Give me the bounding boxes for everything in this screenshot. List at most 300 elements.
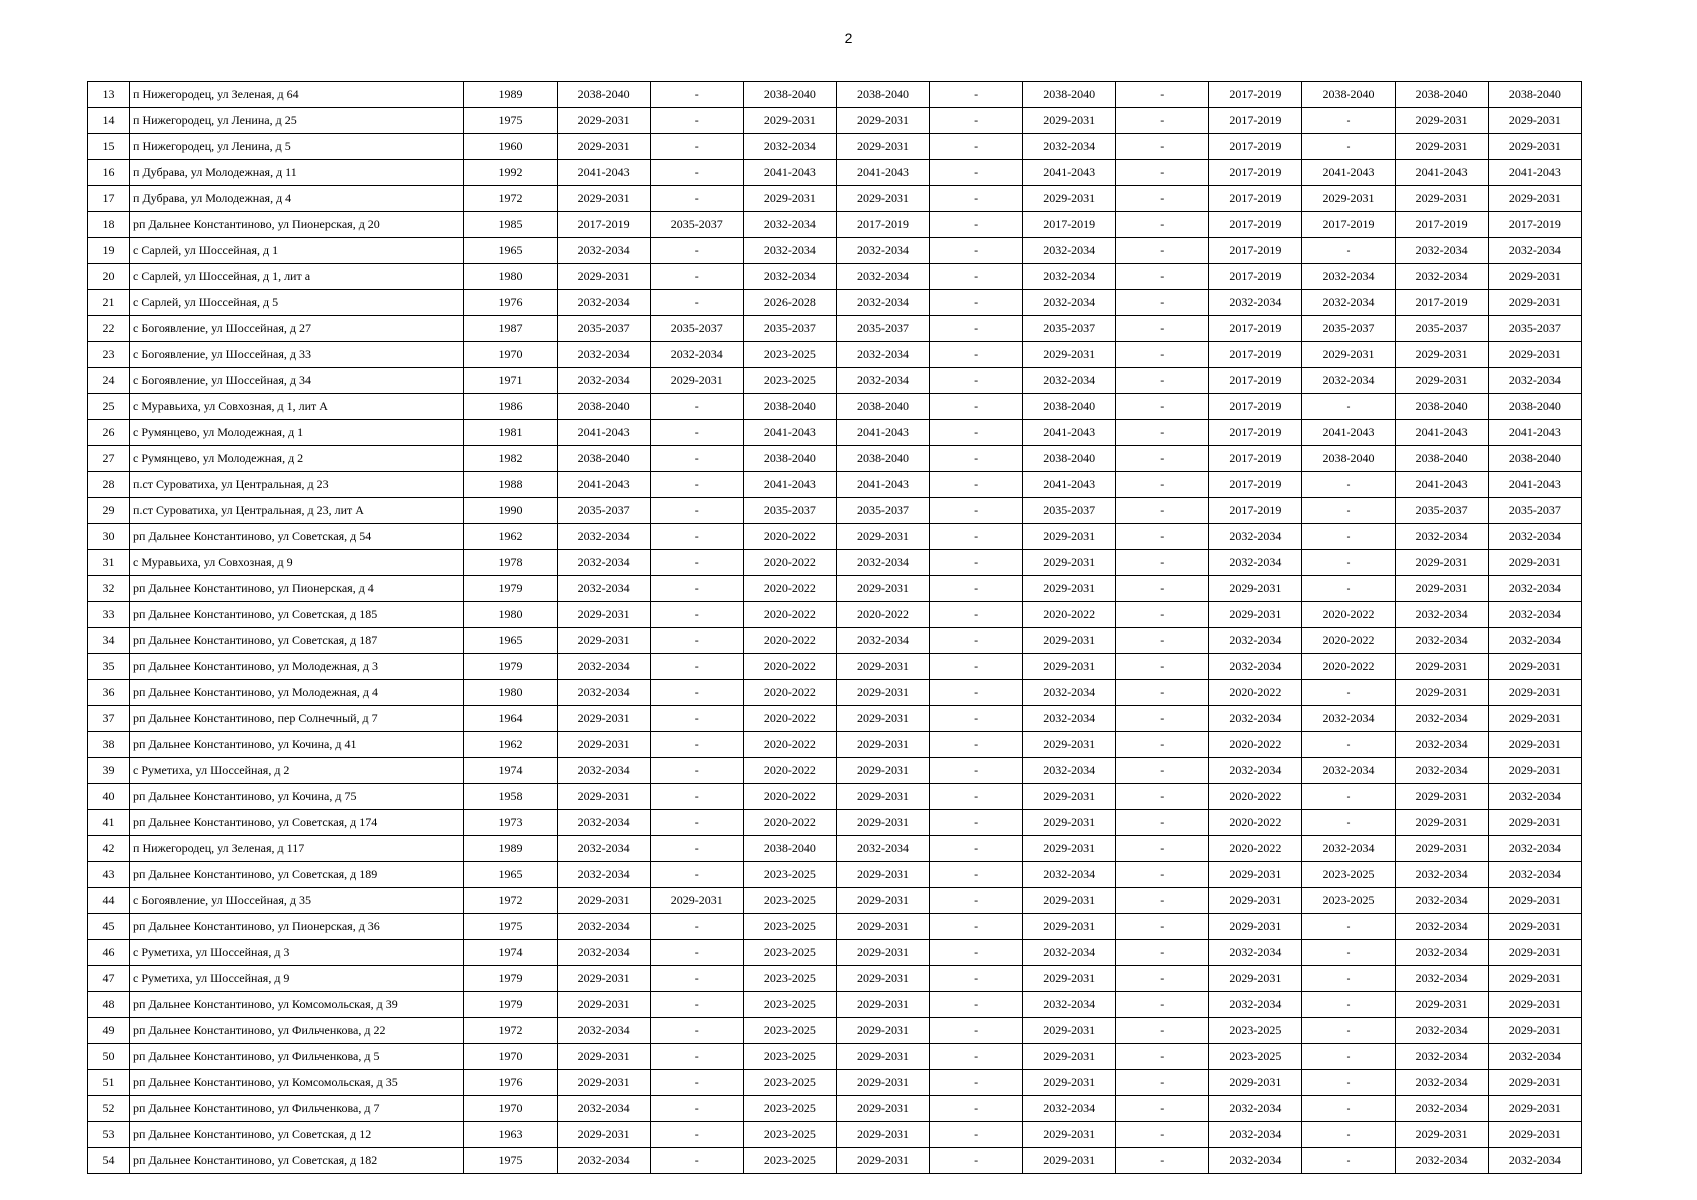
cell-col-8: - bbox=[930, 1044, 1023, 1070]
cell-col-9: 2032-2034 bbox=[1023, 862, 1116, 888]
table-row bbox=[88, 1148, 1582, 1174]
cell-col-7: 2035-2037 bbox=[836, 316, 929, 342]
cell-year-built: 1979 bbox=[464, 576, 557, 602]
cell-col-13: 2029-2031 bbox=[1395, 836, 1488, 862]
cell-year-built: 1972 bbox=[464, 888, 557, 914]
cell-col-14: 2029-2031 bbox=[1488, 758, 1581, 784]
cell-col-14: 2032-2034 bbox=[1488, 1044, 1581, 1070]
cell-col-11: 2029-2031 bbox=[1209, 576, 1302, 602]
cell-col-5: - bbox=[650, 966, 743, 992]
cell-col-14: 2032-2034 bbox=[1488, 524, 1581, 550]
table-row bbox=[88, 758, 1582, 784]
cell-col-6: 2038-2040 bbox=[743, 446, 836, 472]
cell-col-9: 2029-2031 bbox=[1023, 342, 1116, 368]
cell-col-10: - bbox=[1116, 550, 1209, 576]
cell-col-11: 2032-2034 bbox=[1209, 290, 1302, 316]
cell-col-4: 2032-2034 bbox=[557, 810, 650, 836]
cell-year-built: 1976 bbox=[464, 1070, 557, 1096]
cell-col-6: 2020-2022 bbox=[743, 524, 836, 550]
cell-col-10: - bbox=[1116, 290, 1209, 316]
cell-col-8: - bbox=[930, 446, 1023, 472]
cell-col-5: - bbox=[650, 1122, 743, 1148]
cell-col-9: 2032-2034 bbox=[1023, 368, 1116, 394]
table-row bbox=[88, 368, 1582, 394]
cell-col-9: 2032-2034 bbox=[1023, 706, 1116, 732]
cell-col-5: - bbox=[650, 654, 743, 680]
cell-year-built: 1992 bbox=[464, 160, 557, 186]
cell-col-14: 2038-2040 bbox=[1488, 446, 1581, 472]
cell-col-7: 2029-2031 bbox=[836, 108, 929, 134]
cell-col-9: 2032-2034 bbox=[1023, 238, 1116, 264]
cell-address: рп Дальнее Константиново, ул Пионерская, д 4 bbox=[130, 576, 464, 602]
cell-col-12: - bbox=[1302, 992, 1395, 1018]
cell-col-13: 2032-2034 bbox=[1395, 1070, 1488, 1096]
cell-col-11: 2017-2019 bbox=[1209, 342, 1302, 368]
cell-col-10: - bbox=[1116, 888, 1209, 914]
cell-col-5: 2029-2031 bbox=[650, 368, 743, 394]
cell-col-9: 2029-2031 bbox=[1023, 914, 1116, 940]
cell-row-number: 39 bbox=[88, 758, 130, 784]
cell-year-built: 1980 bbox=[464, 264, 557, 290]
cell-col-7: 2032-2034 bbox=[836, 290, 929, 316]
cell-col-7: 2035-2037 bbox=[836, 498, 929, 524]
cell-col-5: 2029-2031 bbox=[650, 888, 743, 914]
cell-col-11: 2032-2034 bbox=[1209, 1096, 1302, 1122]
cell-col-8: - bbox=[930, 680, 1023, 706]
cell-col-14: 2029-2031 bbox=[1488, 264, 1581, 290]
cell-col-8: - bbox=[930, 758, 1023, 784]
table-row bbox=[88, 836, 1582, 862]
cell-col-5: - bbox=[650, 1018, 743, 1044]
cell-row-number: 43 bbox=[88, 862, 130, 888]
cell-col-9: 2038-2040 bbox=[1023, 394, 1116, 420]
cell-col-10: - bbox=[1116, 446, 1209, 472]
cell-col-12: - bbox=[1302, 1018, 1395, 1044]
cell-col-10: - bbox=[1116, 134, 1209, 160]
cell-row-number: 44 bbox=[88, 888, 130, 914]
cell-year-built: 1970 bbox=[464, 1044, 557, 1070]
cell-col-6: 2032-2034 bbox=[743, 264, 836, 290]
cell-col-13: 2038-2040 bbox=[1395, 394, 1488, 420]
cell-row-number: 20 bbox=[88, 264, 130, 290]
cell-col-4: 2032-2034 bbox=[557, 576, 650, 602]
cell-col-7: 2038-2040 bbox=[836, 446, 929, 472]
cell-col-10: - bbox=[1116, 836, 1209, 862]
cell-col-10: - bbox=[1116, 212, 1209, 238]
cell-col-14: 2032-2034 bbox=[1488, 602, 1581, 628]
cell-col-10: - bbox=[1116, 160, 1209, 186]
cell-col-6: 2029-2031 bbox=[743, 108, 836, 134]
cell-col-8: - bbox=[930, 1018, 1023, 1044]
cell-col-9: 2041-2043 bbox=[1023, 160, 1116, 186]
cell-year-built: 1972 bbox=[464, 186, 557, 212]
cell-col-14: 2029-2031 bbox=[1488, 940, 1581, 966]
cell-col-5: - bbox=[650, 862, 743, 888]
table-row bbox=[88, 654, 1582, 680]
cell-address: с Сарлей, ул Шоссейная, д 5 bbox=[130, 290, 464, 316]
cell-col-13: 2035-2037 bbox=[1395, 316, 1488, 342]
cell-col-14: 2029-2031 bbox=[1488, 1018, 1581, 1044]
cell-col-9: 2029-2031 bbox=[1023, 810, 1116, 836]
cell-row-number: 50 bbox=[88, 1044, 130, 1070]
cell-col-4: 2029-2031 bbox=[557, 1070, 650, 1096]
cell-col-13: 2038-2040 bbox=[1395, 82, 1488, 108]
cell-col-14: 2017-2019 bbox=[1488, 212, 1581, 238]
cell-row-number: 22 bbox=[88, 316, 130, 342]
cell-col-6: 2023-2025 bbox=[743, 862, 836, 888]
cell-col-6: 2023-2025 bbox=[743, 966, 836, 992]
table-row bbox=[88, 264, 1582, 290]
table-row bbox=[88, 602, 1582, 628]
cell-col-8: - bbox=[930, 82, 1023, 108]
cell-year-built: 1989 bbox=[464, 836, 557, 862]
cell-col-13: 2032-2034 bbox=[1395, 1096, 1488, 1122]
cell-col-13: 2032-2034 bbox=[1395, 628, 1488, 654]
cell-col-14: 2029-2031 bbox=[1488, 290, 1581, 316]
cell-row-number: 28 bbox=[88, 472, 130, 498]
cell-address: п Нижегородец, ул Ленина, д 25 bbox=[130, 108, 464, 134]
cell-col-7: 2029-2031 bbox=[836, 784, 929, 810]
cell-col-7: 2038-2040 bbox=[836, 394, 929, 420]
cell-col-11: 2017-2019 bbox=[1209, 264, 1302, 290]
cell-col-7: 2029-2031 bbox=[836, 1070, 929, 1096]
cell-col-12: - bbox=[1302, 940, 1395, 966]
cell-col-12: 2032-2034 bbox=[1302, 264, 1395, 290]
cell-col-14: 2029-2031 bbox=[1488, 992, 1581, 1018]
cell-col-5: - bbox=[650, 810, 743, 836]
cell-col-10: - bbox=[1116, 238, 1209, 264]
cell-col-4: 2035-2037 bbox=[557, 498, 650, 524]
cell-col-10: - bbox=[1116, 264, 1209, 290]
cell-col-4: 2029-2031 bbox=[557, 134, 650, 160]
schedule-table bbox=[87, 81, 1582, 1174]
cell-address: с Руметиха, ул Шоссейная, д 2 bbox=[130, 758, 464, 784]
cell-col-4: 2032-2034 bbox=[557, 368, 650, 394]
cell-col-13: 2032-2034 bbox=[1395, 238, 1488, 264]
cell-col-8: - bbox=[930, 628, 1023, 654]
cell-col-8: - bbox=[930, 940, 1023, 966]
cell-row-number: 38 bbox=[88, 732, 130, 758]
cell-col-8: - bbox=[930, 186, 1023, 212]
table-row bbox=[88, 212, 1582, 238]
cell-col-6: 2023-2025 bbox=[743, 1122, 836, 1148]
cell-col-7: 2029-2031 bbox=[836, 888, 929, 914]
cell-col-10: - bbox=[1116, 654, 1209, 680]
cell-col-7: 2029-2031 bbox=[836, 680, 929, 706]
cell-col-5: - bbox=[650, 134, 743, 160]
cell-col-6: 2041-2043 bbox=[743, 420, 836, 446]
table-row bbox=[88, 134, 1582, 160]
cell-col-12: - bbox=[1302, 524, 1395, 550]
cell-col-13: 2032-2034 bbox=[1395, 940, 1488, 966]
cell-address: с Богоявление, ул Шоссейная, д 33 bbox=[130, 342, 464, 368]
cell-col-7: 2029-2031 bbox=[836, 706, 929, 732]
cell-col-12: - bbox=[1302, 680, 1395, 706]
table-row bbox=[88, 940, 1582, 966]
cell-row-number: 34 bbox=[88, 628, 130, 654]
cell-year-built: 1988 bbox=[464, 472, 557, 498]
cell-col-4: 2029-2031 bbox=[557, 602, 650, 628]
cell-address: рп Дальнее Константиново, ул Советская, д 185 bbox=[130, 602, 464, 628]
cell-year-built: 1965 bbox=[464, 238, 557, 264]
cell-col-4: 2032-2034 bbox=[557, 862, 650, 888]
cell-col-14: 2041-2043 bbox=[1488, 420, 1581, 446]
cell-col-10: - bbox=[1116, 1070, 1209, 1096]
cell-col-4: 2038-2040 bbox=[557, 82, 650, 108]
cell-year-built: 1970 bbox=[464, 1096, 557, 1122]
cell-row-number: 27 bbox=[88, 446, 130, 472]
cell-col-5: - bbox=[650, 394, 743, 420]
cell-year-built: 1989 bbox=[464, 82, 557, 108]
cell-col-5: - bbox=[650, 758, 743, 784]
cell-col-9: 2035-2037 bbox=[1023, 498, 1116, 524]
cell-col-8: - bbox=[930, 966, 1023, 992]
cell-address: рп Дальнее Константиново, ул Кочина, д 75 bbox=[130, 784, 464, 810]
table-row bbox=[88, 628, 1582, 654]
cell-col-10: - bbox=[1116, 628, 1209, 654]
cell-year-built: 1975 bbox=[464, 108, 557, 134]
cell-col-8: - bbox=[930, 654, 1023, 680]
table-row bbox=[88, 992, 1582, 1018]
cell-col-14: 2029-2031 bbox=[1488, 732, 1581, 758]
cell-col-10: - bbox=[1116, 524, 1209, 550]
cell-col-11: 2017-2019 bbox=[1209, 108, 1302, 134]
cell-row-number: 14 bbox=[88, 108, 130, 134]
cell-col-6: 2023-2025 bbox=[743, 992, 836, 1018]
cell-col-7: 2032-2034 bbox=[836, 264, 929, 290]
cell-col-14: 2035-2037 bbox=[1488, 316, 1581, 342]
cell-col-9: 2035-2037 bbox=[1023, 316, 1116, 342]
cell-col-12: - bbox=[1302, 134, 1395, 160]
table-row bbox=[88, 1018, 1582, 1044]
cell-col-12: 2020-2022 bbox=[1302, 628, 1395, 654]
cell-col-14: 2032-2034 bbox=[1488, 238, 1581, 264]
table-row bbox=[88, 966, 1582, 992]
cell-col-5: - bbox=[650, 108, 743, 134]
cell-col-11: 2017-2019 bbox=[1209, 186, 1302, 212]
cell-col-9: 2032-2034 bbox=[1023, 680, 1116, 706]
cell-col-13: 2041-2043 bbox=[1395, 160, 1488, 186]
cell-col-4: 2017-2019 bbox=[557, 212, 650, 238]
cell-col-6: 2023-2025 bbox=[743, 1044, 836, 1070]
cell-col-12: 2041-2043 bbox=[1302, 160, 1395, 186]
cell-col-12: - bbox=[1302, 238, 1395, 264]
cell-col-8: - bbox=[930, 316, 1023, 342]
cell-address: п Дубрава, ул Молодежная, д 4 bbox=[130, 186, 464, 212]
cell-col-8: - bbox=[930, 238, 1023, 264]
cell-col-5: - bbox=[650, 1070, 743, 1096]
cell-col-4: 2029-2031 bbox=[557, 264, 650, 290]
cell-col-9: 2029-2031 bbox=[1023, 888, 1116, 914]
cell-col-7: 2020-2022 bbox=[836, 602, 929, 628]
cell-col-4: 2029-2031 bbox=[557, 888, 650, 914]
cell-col-7: 2032-2034 bbox=[836, 550, 929, 576]
cell-col-10: - bbox=[1116, 940, 1209, 966]
cell-row-number: 36 bbox=[88, 680, 130, 706]
cell-row-number: 32 bbox=[88, 576, 130, 602]
cell-col-4: 2032-2034 bbox=[557, 758, 650, 784]
cell-col-6: 2038-2040 bbox=[743, 82, 836, 108]
cell-address: рп Дальнее Константиново, ул Фильченкова, д 7 bbox=[130, 1096, 464, 1122]
cell-col-10: - bbox=[1116, 810, 1209, 836]
cell-col-11: 2020-2022 bbox=[1209, 810, 1302, 836]
cell-address: с Румянцево, ул Молодежная, д 2 bbox=[130, 446, 464, 472]
cell-col-13: 2029-2031 bbox=[1395, 784, 1488, 810]
table-row bbox=[88, 238, 1582, 264]
cell-col-13: 2017-2019 bbox=[1395, 212, 1488, 238]
cell-year-built: 1972 bbox=[464, 1018, 557, 1044]
cell-col-6: 2020-2022 bbox=[743, 654, 836, 680]
cell-year-built: 1962 bbox=[464, 524, 557, 550]
cell-col-5: - bbox=[650, 524, 743, 550]
cell-col-8: - bbox=[930, 472, 1023, 498]
cell-col-12: - bbox=[1302, 550, 1395, 576]
cell-col-11: 2017-2019 bbox=[1209, 212, 1302, 238]
cell-year-built: 1987 bbox=[464, 316, 557, 342]
cell-col-14: 2029-2031 bbox=[1488, 108, 1581, 134]
cell-col-8: - bbox=[930, 914, 1023, 940]
cell-col-14: 2035-2037 bbox=[1488, 498, 1581, 524]
cell-col-11: 2017-2019 bbox=[1209, 160, 1302, 186]
cell-address: рп Дальнее Константиново, ул Фильченкова, д 5 bbox=[130, 1044, 464, 1070]
cell-col-4: 2029-2031 bbox=[557, 784, 650, 810]
table-body bbox=[88, 82, 1582, 1174]
cell-col-9: 2041-2043 bbox=[1023, 420, 1116, 446]
cell-col-9: 2032-2034 bbox=[1023, 1096, 1116, 1122]
cell-year-built: 1960 bbox=[464, 134, 557, 160]
cell-col-6: 2032-2034 bbox=[743, 134, 836, 160]
cell-col-7: 2041-2043 bbox=[836, 420, 929, 446]
cell-col-14: 2038-2040 bbox=[1488, 394, 1581, 420]
cell-col-4: 2038-2040 bbox=[557, 394, 650, 420]
cell-col-7: 2029-2031 bbox=[836, 940, 929, 966]
cell-col-9: 2029-2031 bbox=[1023, 654, 1116, 680]
table-row bbox=[88, 576, 1582, 602]
cell-col-7: 2029-2031 bbox=[836, 186, 929, 212]
cell-col-9: 2029-2031 bbox=[1023, 1070, 1116, 1096]
cell-col-8: - bbox=[930, 602, 1023, 628]
cell-year-built: 1990 bbox=[464, 498, 557, 524]
cell-address: с Руметиха, ул Шоссейная, д 3 bbox=[130, 940, 464, 966]
cell-col-10: - bbox=[1116, 602, 1209, 628]
cell-row-number: 21 bbox=[88, 290, 130, 316]
cell-col-14: 2029-2031 bbox=[1488, 1096, 1581, 1122]
cell-col-14: 2041-2043 bbox=[1488, 472, 1581, 498]
cell-col-11: 2029-2031 bbox=[1209, 602, 1302, 628]
cell-col-5: - bbox=[650, 680, 743, 706]
cell-col-4: 2032-2034 bbox=[557, 524, 650, 550]
cell-col-11: 2020-2022 bbox=[1209, 680, 1302, 706]
cell-year-built: 1980 bbox=[464, 680, 557, 706]
cell-col-8: - bbox=[930, 264, 1023, 290]
cell-col-5: - bbox=[650, 784, 743, 810]
cell-row-number: 47 bbox=[88, 966, 130, 992]
cell-col-12: 2041-2043 bbox=[1302, 420, 1395, 446]
cell-col-8: - bbox=[930, 524, 1023, 550]
cell-col-4: 2029-2031 bbox=[557, 1122, 650, 1148]
cell-col-13: 2032-2034 bbox=[1395, 706, 1488, 732]
cell-col-13: 2032-2034 bbox=[1395, 914, 1488, 940]
cell-col-10: - bbox=[1116, 706, 1209, 732]
cell-col-5: - bbox=[650, 628, 743, 654]
cell-col-8: - bbox=[930, 784, 1023, 810]
cell-address: рп Дальнее Константиново, ул Кочина, д 41 bbox=[130, 732, 464, 758]
cell-col-12: 2023-2025 bbox=[1302, 888, 1395, 914]
cell-col-6: 2020-2022 bbox=[743, 732, 836, 758]
cell-col-4: 2041-2043 bbox=[557, 160, 650, 186]
cell-year-built: 1986 bbox=[464, 394, 557, 420]
cell-col-4: 2032-2034 bbox=[557, 914, 650, 940]
cell-col-13: 2041-2043 bbox=[1395, 420, 1488, 446]
cell-address: рп Дальнее Константиново, ул Комсомольская, д 39 bbox=[130, 992, 464, 1018]
cell-col-12: 2035-2037 bbox=[1302, 316, 1395, 342]
cell-col-6: 2023-2025 bbox=[743, 940, 836, 966]
cell-col-4: 2029-2031 bbox=[557, 186, 650, 212]
cell-col-5: 2035-2037 bbox=[650, 316, 743, 342]
cell-col-10: - bbox=[1116, 1018, 1209, 1044]
cell-col-14: 2029-2031 bbox=[1488, 680, 1581, 706]
table-row bbox=[88, 862, 1582, 888]
cell-col-7: 2029-2031 bbox=[836, 576, 929, 602]
cell-col-5: - bbox=[650, 602, 743, 628]
cell-col-11: 2032-2034 bbox=[1209, 654, 1302, 680]
cell-col-9: 2032-2034 bbox=[1023, 134, 1116, 160]
cell-col-5: - bbox=[650, 914, 743, 940]
cell-col-8: - bbox=[930, 134, 1023, 160]
cell-col-14: 2032-2034 bbox=[1488, 368, 1581, 394]
cell-col-4: 2029-2031 bbox=[557, 108, 650, 134]
cell-col-4: 2032-2034 bbox=[557, 836, 650, 862]
cell-col-12: - bbox=[1302, 810, 1395, 836]
cell-year-built: 1971 bbox=[464, 368, 557, 394]
cell-col-7: 2029-2031 bbox=[836, 732, 929, 758]
cell-col-7: 2017-2019 bbox=[836, 212, 929, 238]
cell-col-6: 2029-2031 bbox=[743, 186, 836, 212]
cell-col-5: - bbox=[650, 186, 743, 212]
cell-col-7: 2029-2031 bbox=[836, 134, 929, 160]
cell-col-6: 2023-2025 bbox=[743, 1148, 836, 1174]
cell-col-11: 2017-2019 bbox=[1209, 134, 1302, 160]
cell-col-13: 2041-2043 bbox=[1395, 472, 1488, 498]
cell-row-number: 26 bbox=[88, 420, 130, 446]
cell-col-12: - bbox=[1302, 1096, 1395, 1122]
cell-col-9: 2029-2031 bbox=[1023, 1148, 1116, 1174]
cell-address: п Дубрава, ул Молодежная, д 11 bbox=[130, 160, 464, 186]
cell-year-built: 1979 bbox=[464, 654, 557, 680]
cell-year-built: 1970 bbox=[464, 342, 557, 368]
cell-col-12: 2020-2022 bbox=[1302, 654, 1395, 680]
cell-col-9: 2029-2031 bbox=[1023, 108, 1116, 134]
cell-col-10: - bbox=[1116, 1096, 1209, 1122]
cell-col-9: 2032-2034 bbox=[1023, 290, 1116, 316]
cell-col-9: 2029-2031 bbox=[1023, 732, 1116, 758]
cell-col-8: - bbox=[930, 810, 1023, 836]
cell-col-7: 2029-2031 bbox=[836, 654, 929, 680]
cell-col-12: 2038-2040 bbox=[1302, 82, 1395, 108]
cell-col-4: 2032-2034 bbox=[557, 940, 650, 966]
cell-col-10: - bbox=[1116, 316, 1209, 342]
table-row bbox=[88, 342, 1582, 368]
cell-col-12: - bbox=[1302, 1044, 1395, 1070]
cell-row-number: 51 bbox=[88, 1070, 130, 1096]
cell-col-14: 2029-2031 bbox=[1488, 706, 1581, 732]
cell-col-13: 2029-2031 bbox=[1395, 992, 1488, 1018]
cell-col-11: 2023-2025 bbox=[1209, 1044, 1302, 1070]
cell-col-12: 2023-2025 bbox=[1302, 862, 1395, 888]
cell-col-8: - bbox=[930, 836, 1023, 862]
cell-col-14: 2029-2031 bbox=[1488, 550, 1581, 576]
cell-col-13: 2029-2031 bbox=[1395, 550, 1488, 576]
